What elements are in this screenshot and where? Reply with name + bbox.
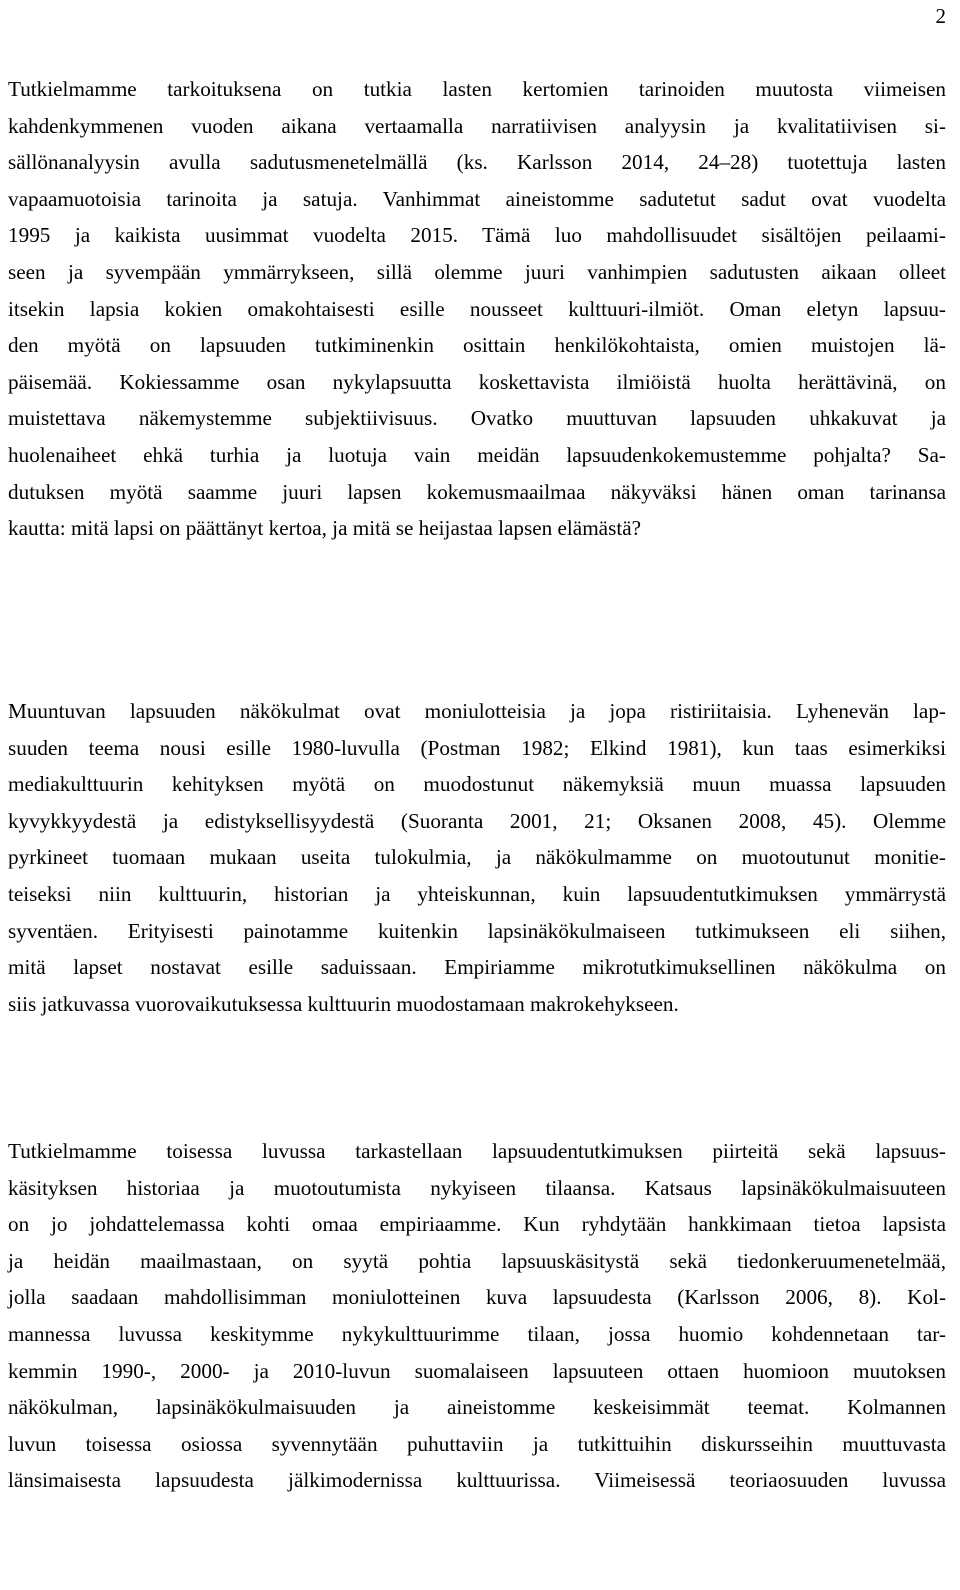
- text-line: kahdenkymmenen vuoden aikana vertaamalla narratiivisen analyysin ja kvalitatiivisen si-: [8, 113, 946, 138]
- text-line: pyrkineet tuomaan mukaan useita tulokulmia, ja näkökulmamme on muotoutunut monitie-: [8, 845, 946, 870]
- text-line: päisemää. Kokiessamme osan nykylapsuutta koskettavista ilmiöistä huolta herättävinä, on: [8, 369, 946, 394]
- text-line: kyvykkyydestä ja edistyksellisyydestä (Suoranta 2001, 21; Oksanen 2008, 45). Olemme: [8, 808, 946, 833]
- text-line: vapaamuotoisia tarinoita ja satuja. Vanhimmat aineistomme sadutetut sadut ovat vuodelta: [8, 186, 946, 211]
- text-line: itsekin lapsia kokien omakohtaisesti esille nousseet kulttuuri-ilmiöt. Oman eletyn lapsuu-: [8, 296, 946, 321]
- text-line: 1995 ja kaikista uusimmat vuodelta 2015. Tämä luo mahdollisuudet sisältöjen peilaami-: [8, 223, 946, 248]
- text-line: käsityksen historiaa ja muotoutumista nykyiseen tilaansa. Katsaus lapsinäkökulmaisuuteen: [8, 1175, 946, 1200]
- paragraph-1: [8, 71, 946, 547]
- text-line: suuden teema nousi esille 1980-luvulla (Postman 1982; Elkind 1981), kun taas esimerkiksi: [8, 735, 946, 760]
- paragraph-3: [8, 1133, 946, 1499]
- text-line: seen ja syvempään ymmärrykseen, sillä olemme juuri vanhimpien sadutusten aikaan olleet: [8, 259, 946, 284]
- text-line: dutuksen myötä saamme juuri lapsen kokemusmaailmaa näkyväksi hänen oman tarinansa: [8, 479, 946, 504]
- text-line: kemmin 1990-, 2000- ja 2010-luvun suomalaiseen lapsuuteen ottaen huomioon muutoksen: [8, 1358, 946, 1383]
- text-line: näkökulman, lapsinäkökulmaisuuden ja aineistomme keskeisimmät teemat. Kolmannen: [8, 1395, 946, 1420]
- text-line: muistettava näkemystemme subjektiivisuus. Ovatko muuttuvan lapsuuden uhkakuvat ja: [8, 406, 946, 431]
- text-line: jolla saadaan mahdollisimman moniulotteinen kuva lapsuudesta (Karlsson 2006, 8). Kol-: [8, 1285, 946, 1310]
- text-line: Muuntuvan lapsuuden näkökulmat ovat moniulotteisia ja jopa ristiriitaisia. Lyhenevän lap-: [8, 699, 946, 723]
- text-line: sällönanalyysin avulla sadutusmenetelmällä (ks. Karlsson 2014, 24–28) tuotettuja lasten: [8, 150, 946, 175]
- text-line: Tutkielmamme tarkoituksena on tutkia lasten kertomien tarinoiden muutosta viimeisen: [8, 77, 946, 101]
- text-line: mediakulttuurin kehityksen myötä on muodostunut näkemyksiä muun muassa lapsuuden: [8, 772, 946, 797]
- text-line: siis jatkuvassa vuorovaikutuksessa kulttuurin muodostamaan makrokehykseen.: [8, 991, 679, 1016]
- text-line: luvun toisessa osiossa syvennytään puhuttaviin ja tutkittuihin diskursseihin muuttuvasta: [8, 1431, 946, 1456]
- text-line: on jo johdattelemassa kohti omaa empiriaamme. Kun ryhdytään hankkimaan tietoa lapsista: [8, 1212, 946, 1237]
- page-number: 2: [935, 4, 946, 28]
- text-line: huolenaiheet ehkä turhia ja luotuja vain meidän lapsuudenkokemustemme pohjalta? Sa-: [8, 442, 946, 467]
- text-line: den myötä on lapsuuden tutkiminenkin osittain henkilökohtaista, omien muistojen lä-: [8, 333, 946, 358]
- text-line: mitä lapset nostavat esille saduissaan. Empiriamme mikrotutkimuksellinen näkökulma on: [8, 955, 946, 980]
- text-line: syventäen. Erityisesti painotamme kuitenkin lapsinäkökulmaiseen tutkimukseen eli siihen,: [8, 918, 946, 943]
- text-line: mannessa luvussa keskitymme nykykulttuurimme tilaan, jossa huomio kohdennetaan tar-: [8, 1321, 946, 1346]
- paragraph-2: [8, 693, 946, 1022]
- text-line: kautta: mitä lapsi on päättänyt kertoa, ja mitä se heijastaa lapsen elämästä?: [8, 516, 642, 541]
- text-line: länsimaisesta lapsuudesta jälkimodernissa kulttuurissa. Viimeisessä teoriaosuuden luvussa: [8, 1468, 946, 1493]
- text-line: ja heidän maailmastaan, on syytä pohtia lapsuuskäsitystä sekä tiedonkeruumenetelmää,: [8, 1248, 946, 1273]
- text-line: teiseksi niin kulttuurin, historian ja yhteiskunnan, kuin lapsuudentutkimuksen ymmärrystä: [8, 881, 946, 906]
- text-line: Tutkielmamme toisessa luvussa tarkastellaan lapsuudentutkimuksen piirteitä sekä lapsuus-: [8, 1139, 946, 1163]
